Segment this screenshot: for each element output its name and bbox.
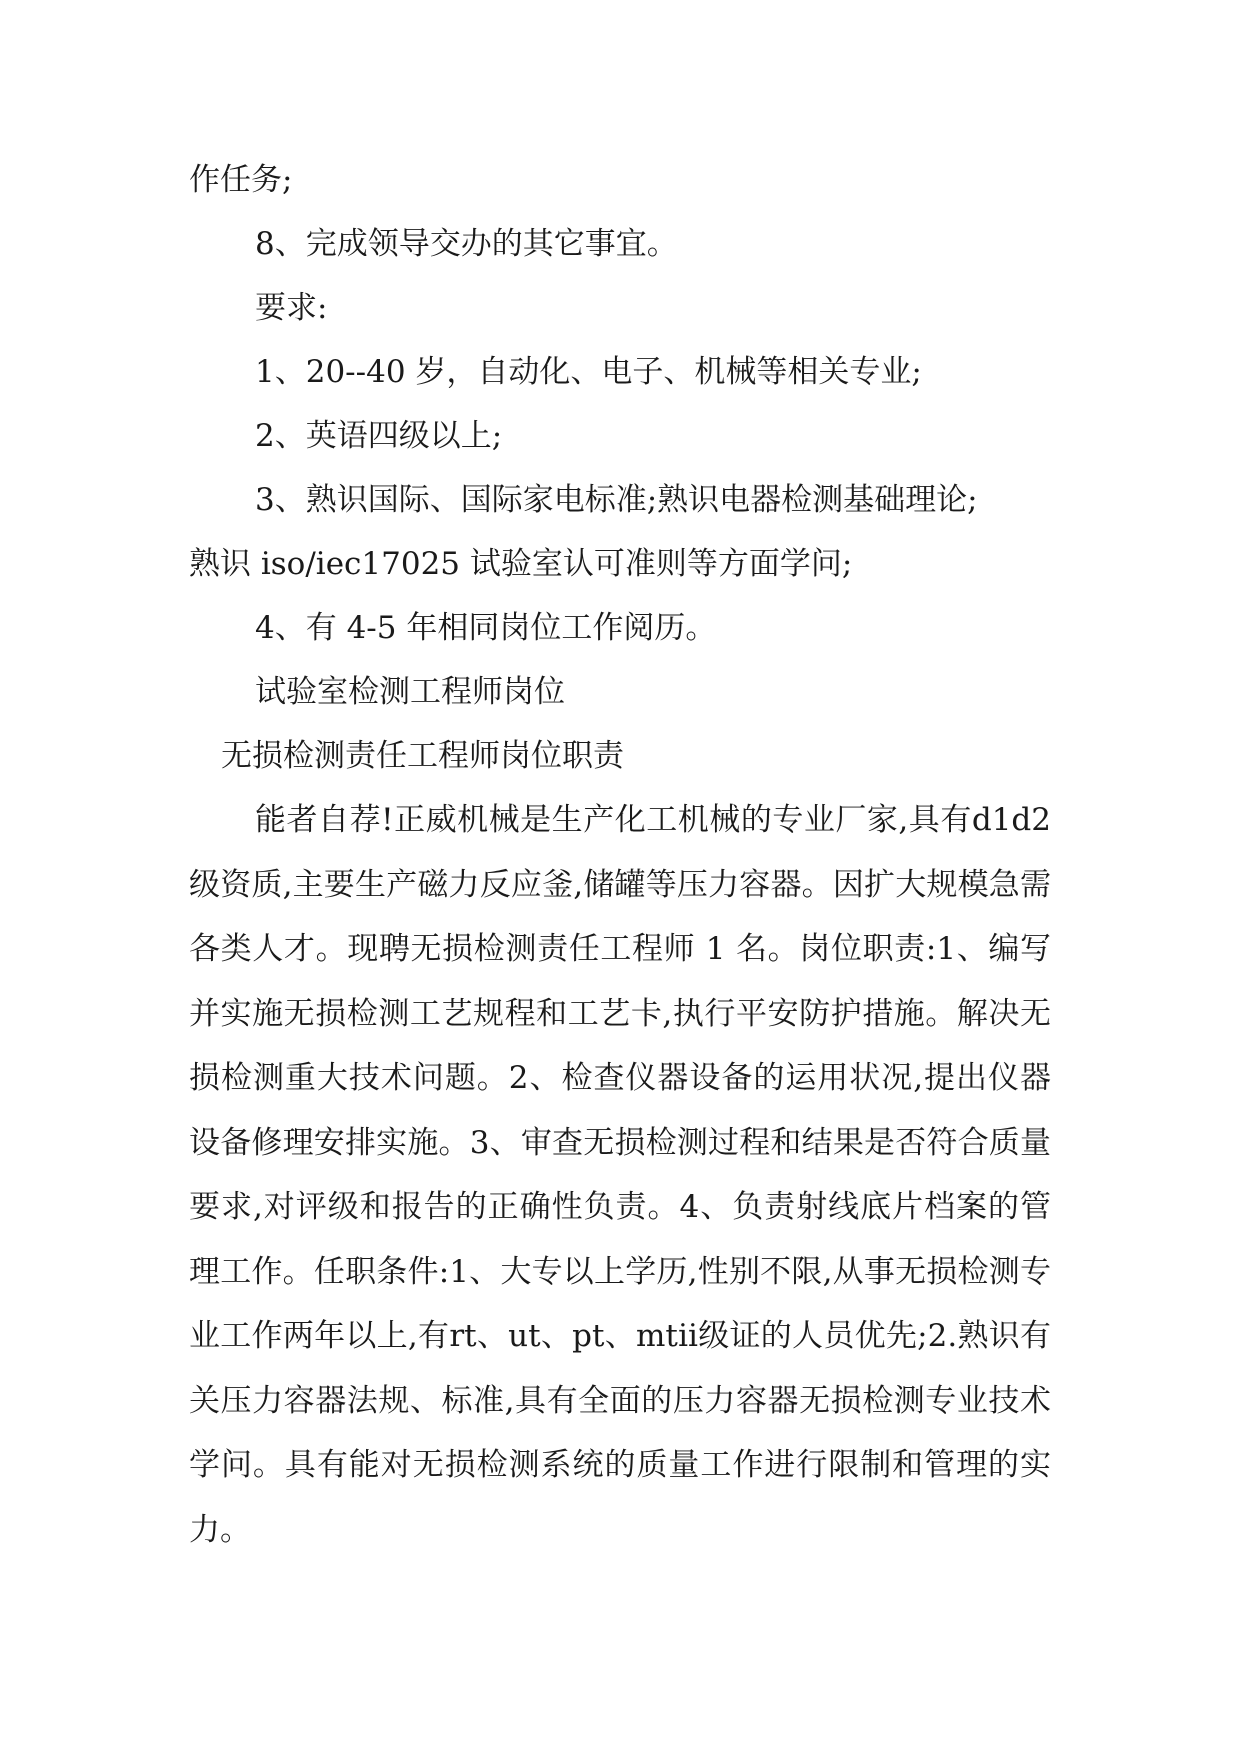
text-line-2: 8、完成领导交办的其它事宜。 [255, 226, 678, 262]
text-line-6: 3、熟识国际、国际家电标准;熟识电器检测基础理论; [255, 482, 978, 518]
text-line-7: 熟识 iso/iec17025 试验室认可准则等方面学问; [189, 546, 853, 582]
text-line-8: 4、有 4-5 年相同岗位工作阅历。 [255, 610, 717, 646]
body-paragraph: 能者自荐!正威机械是生产化工机械的专业厂家,具有d1d2 级资质,主要生产磁力反应釜,储罐等压力容器。因扩大规模急需各类人才。现聘无损检测责任工程师 1 名。岗位职责:1、编写并实施无损检测工艺规程和工艺卡,执行平安防护措施。解决无损检测重大技术问题。2、检查仪器设备的运用状况,提出仪器设备修理安排实施。3、审查无损检测过程和结果是否符合质量要求,对评级和报告的正确性负责。4、负责射线底片档案的管理工作。任职条件:1、大专以上学历,性别不限,从事无损检测专业工作两年以上,有rt、ut、pt、mtⅱ级证的人员优先;2.熟识有关压力容器法规、标准,具有全面的压力容器无损检测专业技术学问。具有能对无损检测系统的质量工作进行限制和管理的实力。 [189, 802, 1051, 1548]
subsection-heading: 无损检测责任工程师岗位职责 [221, 738, 624, 774]
text-line-3: 要求: [255, 290, 328, 326]
text-line-5: 2、英语四级以上; [255, 418, 503, 454]
document-page [189, 160, 1051, 1562]
text-line-1: 作任务; [189, 162, 293, 198]
section-heading: 试验室检测工程师岗位 [255, 674, 565, 710]
text-line-4: 1、20--40 岁，自动化、电子、机械等相关专业; [255, 354, 922, 390]
